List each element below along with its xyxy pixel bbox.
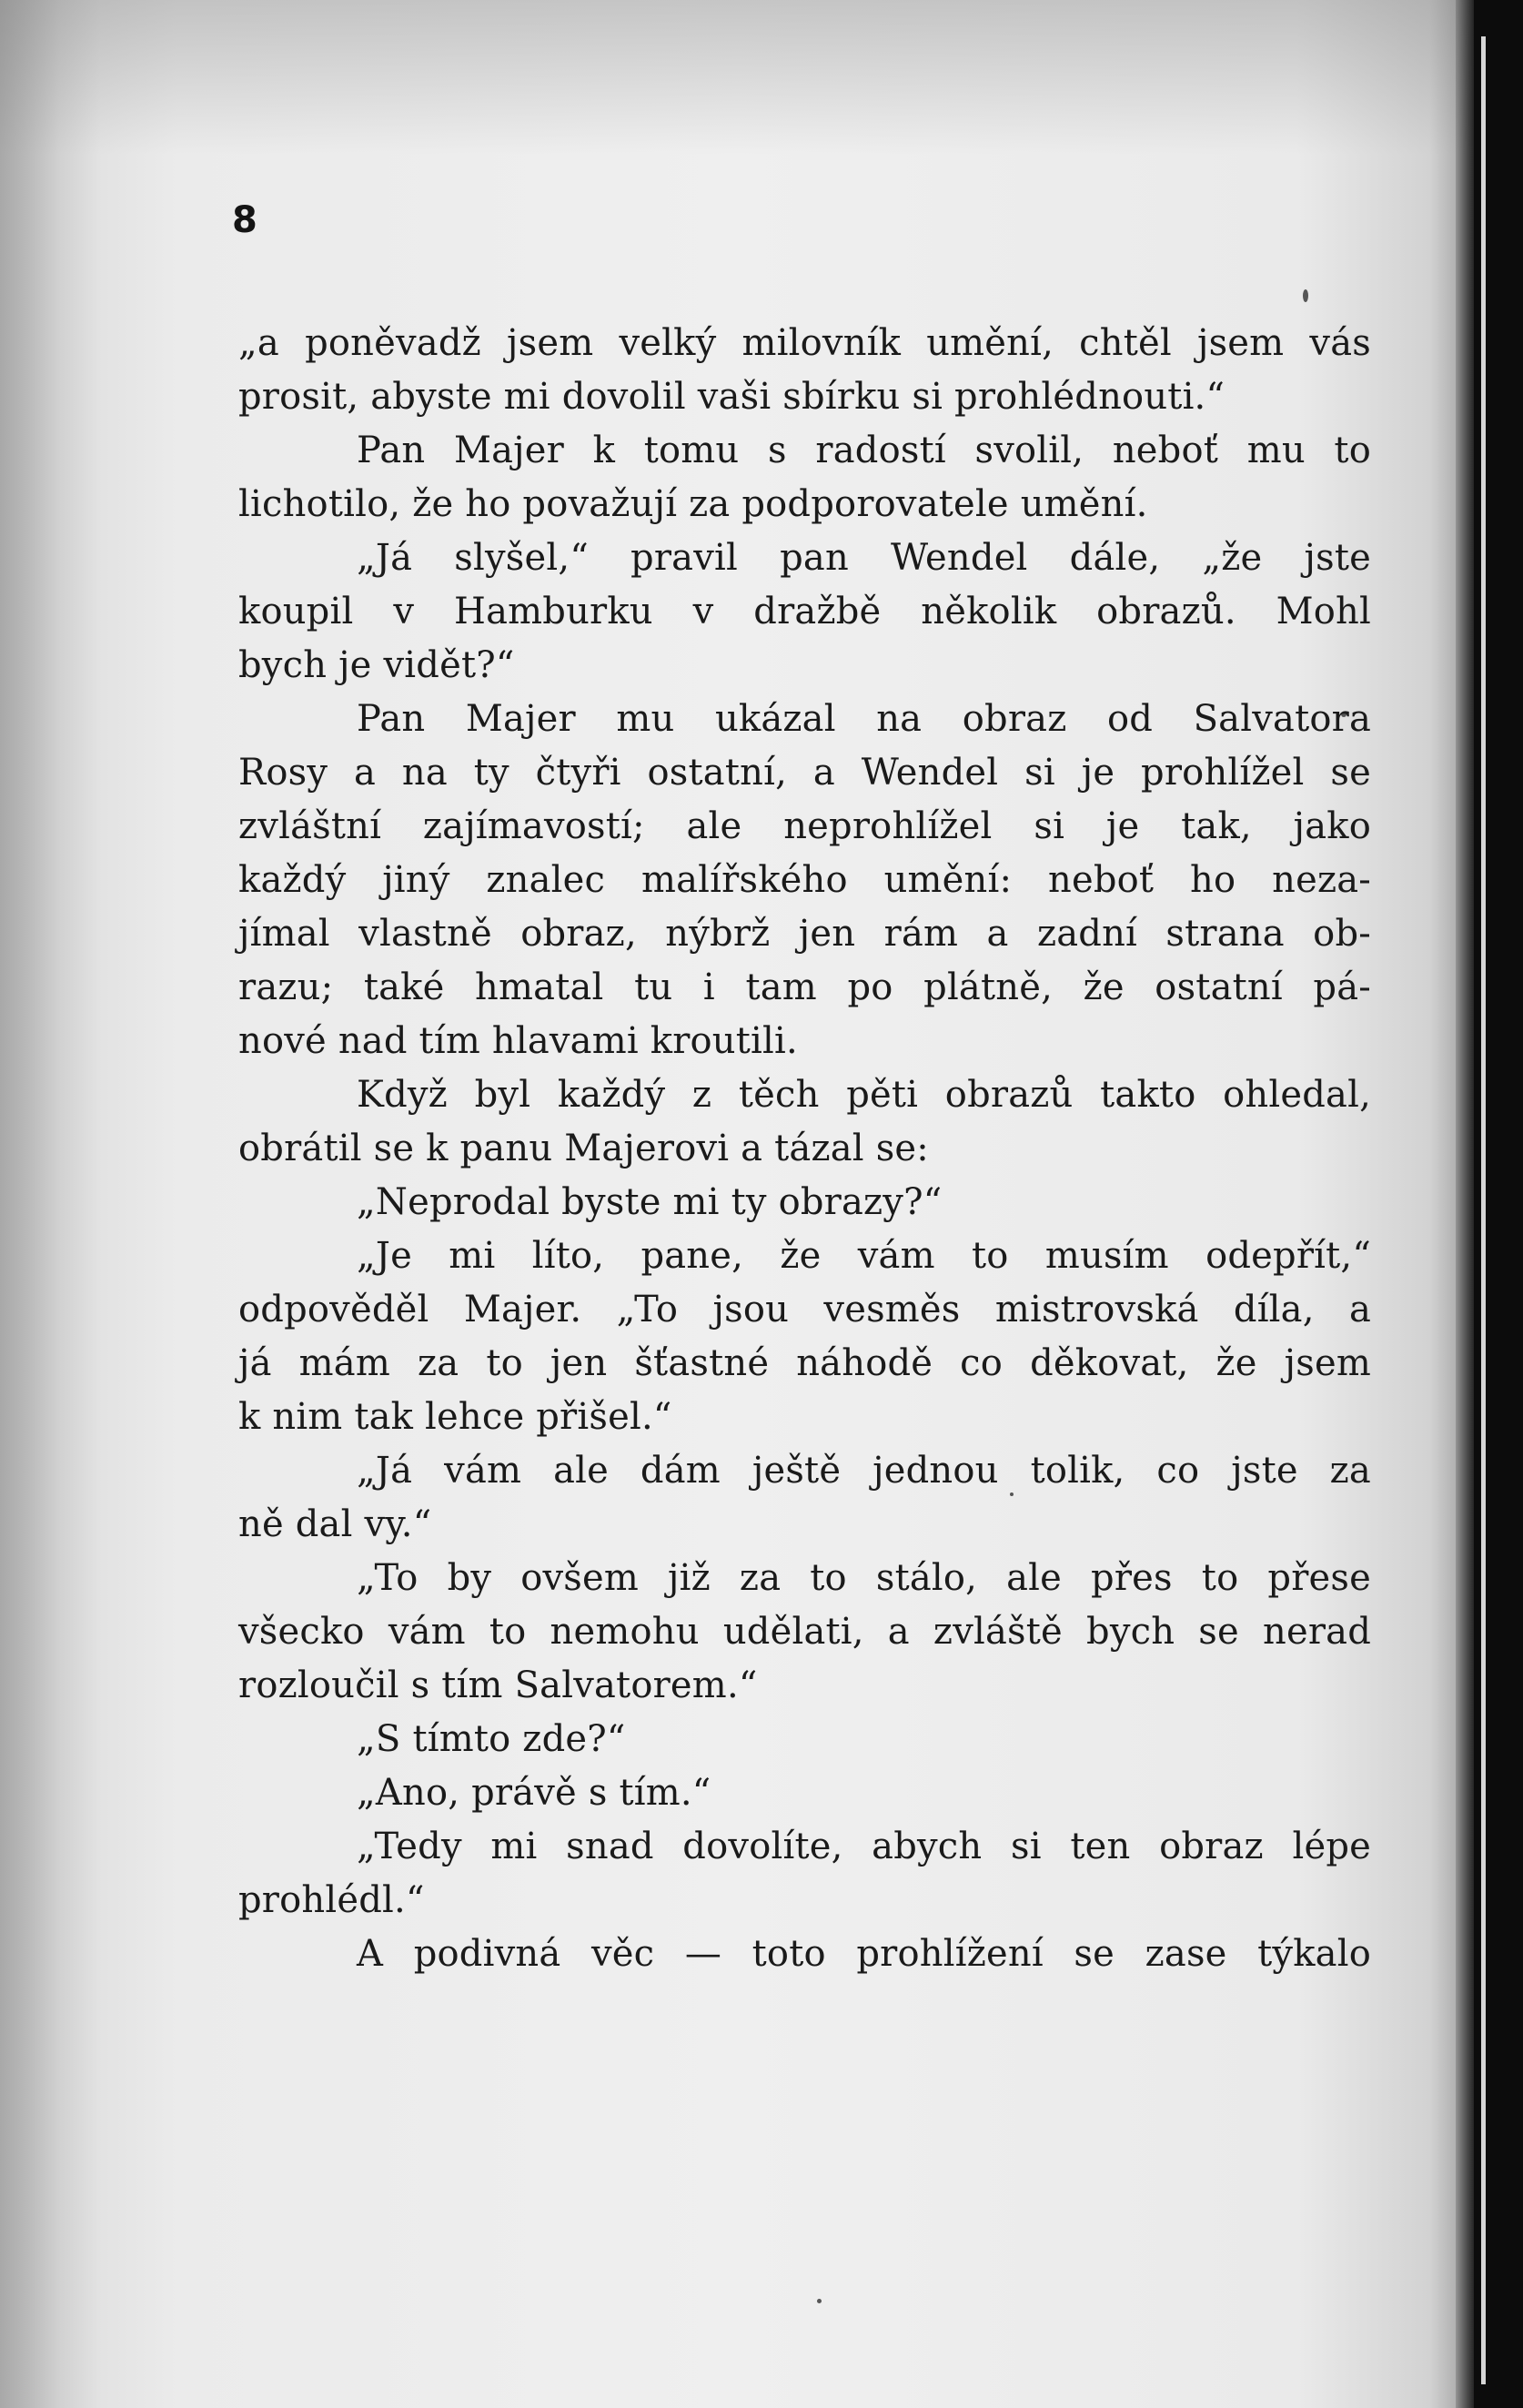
text-line: jímal vlastně obraz, nýbrž jen rám a zadní strana ob-	[238, 913, 1371, 955]
text-line: odpověděl Majer. „To jsou vesměs mistrovská díla, a	[238, 1289, 1371, 1330]
text-line: lichotilo, že ho považují za podporovatele umění.	[238, 483, 1148, 525]
text-line: razu; také hmatal tu i tam po plátně, že ostatní pá-	[238, 966, 1371, 1008]
text-line: rozloučil s tím Salvatorem.“	[238, 1664, 758, 1706]
text-line: prohlédl.“	[238, 1879, 425, 1921]
text-line: nové nad tím hlavami kroutili.	[238, 1020, 798, 1062]
text-line: obrátil se k panu Majerovi a tázal se:	[238, 1128, 929, 1169]
text-line: každý jiný znalec malířského umění: neboť ho neza-	[238, 859, 1371, 901]
text-line: Rosy a na ty čtyři ostatní, a Wendel si je prohlížel se	[238, 752, 1371, 794]
scan-shading-left	[0, 0, 100, 2408]
scan-speck	[817, 2299, 822, 2303]
page-number: 8	[232, 199, 257, 241]
text-line: bych je vidět?“	[238, 644, 515, 686]
text-line: „a poněvadž jsem velký milovník umění, chtěl jsem vás	[238, 322, 1371, 364]
scan-speck	[1303, 289, 1308, 302]
text-line: Pan Majer k tomu s radostí svolil, neboť mu to	[357, 430, 1371, 471]
body-text	[238, 317, 1371, 1981]
adjacent-page-edge	[1481, 36, 1486, 2384]
text-line: „Tedy mi snad dovolíte, abych si ten obraz lépe	[357, 1826, 1371, 1867]
text-line: zvláštní zajímavostí; ale neprohlížel si je tak, jako	[238, 805, 1371, 847]
text-line: „S tímto zde?“	[357, 1718, 626, 1760]
text-line: „Je mi líto, pane, že vám to musím odepřít,“	[357, 1235, 1371, 1277]
text-line: ně dal vy.“	[238, 1503, 432, 1545]
text-line: „Neprodal byste mi ty obrazy?“	[357, 1181, 943, 1223]
text-line: „Já vám ale dám ještě jednou tolik, co jste za	[357, 1450, 1371, 1492]
text-line: Když byl každý z těch pěti obrazů takto ohledal,	[357, 1074, 1371, 1116]
page-edge-shadow	[1456, 0, 1474, 2408]
text-line: já mám za to jen šťastné náhodě co děkovat, že jsem	[238, 1342, 1371, 1384]
scan-shading-top	[0, 0, 1474, 155]
text-line: k nim tak lehce přišel.“	[238, 1396, 672, 1438]
text-line: „Ano, právě s tím.“	[357, 1772, 711, 1814]
text-line: A podivná věc — toto prohlížení se zase týkalo	[357, 1933, 1371, 1975]
text-line: prosit, abyste mi dovolil vaši sbírku si prohlédnouti.“	[238, 376, 1225, 418]
text-line: Pan Majer mu ukázal na obraz od Salvatora	[357, 698, 1371, 740]
text-line: koupil v Hamburku v dražbě několik obrazů. Mohl	[238, 591, 1371, 632]
text-line: „To by ovšem již za to stálo, ale přes to přese	[357, 1557, 1371, 1599]
text-line: všecko vám to nemohu udělati, a zvláště bych se nerad	[238, 1611, 1371, 1653]
text-line: „Já slyšel,“ pravil pan Wendel dále, „že jste	[357, 537, 1371, 579]
